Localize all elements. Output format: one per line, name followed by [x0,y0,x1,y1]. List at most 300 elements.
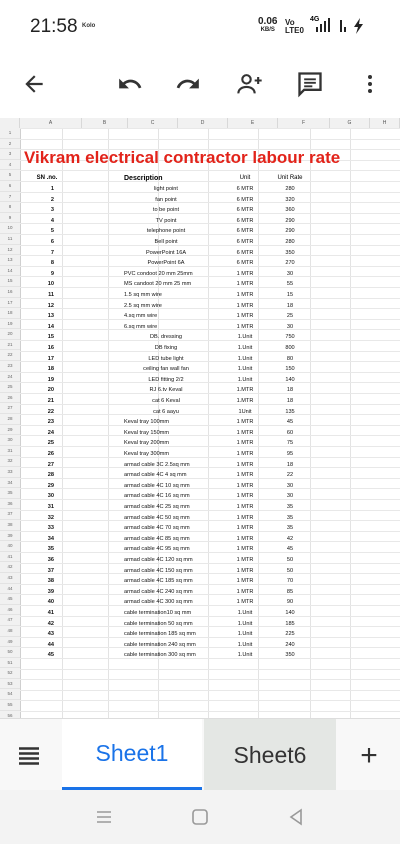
row-sn-cell[interactable]: 14 [47,323,54,330]
row-sn-cell[interactable]: 10 [47,281,54,288]
table-row [20,608,400,619]
system-nav-bar [0,790,400,844]
volte-label-2: LTE0 [285,26,304,35]
row-unit-cell[interactable]: 6 MTR [236,207,254,214]
row-sn-cell[interactable]: 29 [47,482,54,489]
row-unit-cell[interactable]: 1 MTR [236,599,254,606]
row-header[interactable]: 33 [0,467,20,478]
row-unit-cell[interactable]: 1 MTR [236,525,254,532]
row-sn-cell[interactable]: 19 [47,376,54,383]
row-header[interactable]: 32 [0,456,20,467]
row-header[interactable]: 30 [0,435,20,446]
row-rate-cell[interactable]: 280 [285,186,295,192]
clock: 21:58 [30,16,78,37]
row-description-cell[interactable]: armad cable 4C 185 sq mm [124,578,193,585]
row-sn-cell[interactable]: 1 [50,186,54,192]
col-header[interactable]: E [228,118,278,128]
row-header[interactable]: 37 [0,509,20,520]
row-sn-cell[interactable]: 22 [47,408,54,415]
row-header[interactable]: 22 [0,350,20,361]
row-sn-cell[interactable]: 15 [47,334,54,341]
row-header[interactable]: 19 [0,319,20,330]
row-rate-cell[interactable]: 30 [286,323,294,330]
row-rate-cell[interactable]: 15 [286,292,294,298]
row-description-cell[interactable]: fan point [155,196,177,203]
row-header[interactable]: 1 [0,128,20,139]
row-description-cell[interactable]: Keval tray 100mm [124,419,170,426]
tab-sheet6[interactable]: Sheet6 [204,719,336,791]
row-unit-cell[interactable]: 1.Unit [237,652,253,659]
row-rate-cell[interactable]: 290 [285,217,295,224]
col-header[interactable]: G [330,118,370,128]
row-header[interactable]: 25 [0,382,20,393]
row-description-cell[interactable]: cat 6 Keval [152,398,180,404]
header-unit-rate[interactable]: Unit Rate [277,175,303,181]
row-rate-cell[interactable]: 30 [286,493,294,500]
redo-icon[interactable] [168,64,208,104]
row-rate-cell[interactable]: 750 [285,334,295,341]
row-header[interactable]: 20 [0,329,20,340]
row-header[interactable]: 23 [0,361,20,372]
row-header[interactable]: 34 [0,478,20,489]
row-header[interactable]: 52 [0,668,20,679]
row-unit-cell[interactable]: 1.Unit [237,610,253,616]
row-description-cell[interactable]: 1.5 sq mm wire [124,292,162,298]
row-sn-cell[interactable]: 41 [47,610,54,616]
table-row [20,332,400,343]
row-description-cell[interactable]: 4.sq mm wire [124,313,158,320]
row-sn-cell[interactable]: 12 [47,302,54,309]
row-description-cell[interactable]: telephone point [146,228,186,235]
row-description-cell[interactable]: Keval tray 200mm [124,440,170,447]
row-description-cell[interactable]: RJ 6.tv Keval [149,387,183,394]
back-nav-icon[interactable] [286,807,306,827]
row-unit-cell[interactable]: 1 MTR [236,514,254,521]
row-rate-cell[interactable]: 360 [285,207,295,214]
row-sn-cell[interactable]: 28 [47,472,54,479]
table-row [20,428,400,439]
row-rate-cell[interactable]: 80 [286,355,294,362]
row-header[interactable]: 53 [0,679,20,690]
row-header[interactable]: 9 [0,213,20,224]
header-unit[interactable]: Unit [239,175,251,181]
row-rate-cell[interactable]: 50 [286,557,294,563]
tab-sheet1[interactable]: Sheet1 [62,719,202,791]
row-description-cell[interactable]: DB. dressing [149,334,183,341]
grid-line [20,128,400,129]
row-description-cell[interactable]: Keval tray 150mm [124,429,170,436]
row-description-cell[interactable]: armad cable 4C 70 sq mm [124,525,190,532]
row-sn-cell[interactable]: 34 [47,535,54,542]
row-header[interactable]: 50 [0,647,20,658]
table-row [20,513,400,524]
row-sn-cell[interactable]: 13 [47,313,54,320]
row-unit-cell[interactable]: 1.Unit [237,641,253,648]
row-rate-cell[interactable]: 45 [286,546,294,553]
row-unit-cell[interactable]: 1 MTR [236,557,254,563]
row-header[interactable]: 18 [0,308,20,319]
row-rate-cell[interactable]: 50 [286,567,294,574]
row-sn-cell[interactable]: 38 [47,578,54,585]
row-rate-cell[interactable]: 135 [285,408,295,415]
row-unit-cell[interactable]: 6 MTR [236,260,254,267]
row-header[interactable]: 28 [0,414,20,425]
row-sn-cell[interactable]: 11 [48,292,54,298]
row-unit-cell[interactable]: 1 MTR [236,588,254,595]
spreadsheet-grid[interactable] [0,118,400,718]
row-sn-cell[interactable]: 32 [47,514,54,521]
row-header[interactable]: 45 [0,594,20,605]
row-rate-cell[interactable]: 18 [286,302,294,309]
row-unit-cell[interactable]: 1 MTR [236,270,254,277]
row-header[interactable]: 36 [0,499,20,510]
row-sn-cell[interactable]: 8 [50,260,54,267]
add-sheet-button[interactable]: + [360,739,378,772]
sheet-title-cell[interactable]: Vikram electrical contractor labour rate [24,148,341,167]
table-row [20,481,400,492]
row-unit-cell[interactable]: 6 MTR [236,249,254,256]
row-header[interactable]: 41 [0,552,20,563]
row-header[interactable]: 38 [0,520,20,531]
row-rate-cell[interactable]: 140 [285,610,295,616]
row-unit-cell[interactable]: 1.Unit [237,631,253,638]
row-unit-cell[interactable]: 1.Unit [237,355,253,362]
row-rate-cell[interactable]: 270 [285,260,295,267]
row-sn-cell[interactable]: 4 [50,217,54,224]
row-description-cell[interactable]: armad cable 4C 50 sq mm [124,514,190,521]
row-rate-cell[interactable]: 55 [286,281,294,288]
row-unit-cell[interactable]: 1 MTR [236,567,254,574]
row-rate-cell[interactable]: 350 [285,652,295,659]
row-rate-cell[interactable]: 290 [285,228,295,235]
row-header[interactable]: 12 [0,245,20,256]
home-icon[interactable] [190,807,210,827]
row-rate-cell[interactable]: 280 [285,239,295,245]
row-header[interactable]: 31 [0,446,20,457]
row-unit-cell[interactable]: 1 MTR [236,292,254,298]
row-description-cell[interactable]: cable termination 50 sq mm [124,620,193,627]
row-rate-cell[interactable]: 25 [286,313,294,320]
table-row [20,470,400,481]
row-rate-cell[interactable]: 70 [286,578,294,585]
row-unit-cell[interactable]: 1.Unit [237,334,253,341]
row-header[interactable]: 46 [0,605,20,616]
row-description-cell[interactable]: LED fitting 2/2 [148,376,184,383]
row-sn-cell[interactable]: 31 [47,504,54,510]
row-unit-cell[interactable]: 1 MTR [236,440,254,447]
table-row [20,237,400,248]
row-header[interactable]: 47 [0,615,20,626]
row-sn-cell[interactable]: 33 [47,525,54,532]
row-unit-cell[interactable]: 1 MTR [236,578,254,585]
row-rate-cell[interactable]: 42 [286,535,294,542]
row-header[interactable]: 13 [0,255,20,266]
row-header[interactable]: 2 [0,139,20,150]
row-unit-cell[interactable]: 6 MTR [236,217,254,224]
row-sn-cell[interactable]: 17 [47,355,54,362]
row-rate-cell[interactable]: 225 [285,631,295,638]
row-sn-cell[interactable]: 5 [50,228,54,235]
sheets-toolbar [0,54,400,114]
row-description-cell[interactable]: armad cable 4C 240 sq mm [124,588,193,595]
row-sn-cell[interactable]: 20 [47,387,54,394]
row-description-cell[interactable]: armad cable 4C 95 sq mm [124,546,190,553]
row-header[interactable]: 16 [0,287,20,298]
row-unit-cell[interactable]: 1 MTR [236,323,254,330]
row-description-cell[interactable]: armad cable 4C 25 sq mm [124,504,190,510]
row-rate-cell[interactable]: 45 [286,419,294,426]
row-header[interactable]: 11 [0,234,20,245]
row-header[interactable]: 49 [0,637,20,648]
row-description-cell[interactable]: Keval tray 300mm [124,451,170,457]
row-header[interactable]: 15 [0,276,20,287]
table-row [20,555,400,566]
row-unit-cell[interactable]: 1 MTR [236,419,254,426]
header-description[interactable]: Description [124,175,163,182]
row-unit-cell[interactable]: 1.Unit [237,345,253,351]
col-header[interactable]: B [82,118,128,128]
row-header[interactable]: 55 [0,700,20,711]
table-row [20,354,400,365]
recents-icon[interactable] [94,807,114,827]
comment-icon[interactable] [290,64,330,104]
table-row [20,619,400,630]
table-row [20,385,400,396]
row-unit-cell[interactable]: 1 MTR [236,472,254,479]
row-description-cell[interactable]: armad cable 4C 16 sq mm [124,493,190,500]
row-header[interactable]: 10 [0,223,20,234]
row-header[interactable]: 35 [0,488,20,499]
row-unit-cell[interactable]: 1Unit [238,408,252,415]
row-unit-cell[interactable]: 1 MTR [236,482,254,489]
row-description-cell[interactable]: armad cable 4C 120 sq mm [124,557,193,563]
row-sn-cell[interactable]: 16 [47,345,54,351]
row-unit-cell[interactable]: 1.MTR [236,387,254,394]
row-description-cell[interactable]: PVC condoot 20 mm 25mm [124,270,193,277]
row-unit-cell[interactable]: 6 MTR [236,186,254,192]
table-row [20,226,400,237]
table-row [20,523,400,534]
row-description-cell[interactable]: LED tube light [148,355,184,362]
row-rate-cell[interactable]: 800 [285,345,295,351]
row-rate-cell[interactable]: 18 [286,387,294,394]
row-sn-cell[interactable]: 30 [47,493,54,500]
row-sn-cell[interactable]: 6 [50,239,54,245]
net-speed [258,17,277,35]
row-header[interactable]: 51 [0,658,20,669]
row-unit-cell[interactable]: 1 MTR [236,461,254,468]
sheet-tabs-bar [0,718,400,791]
row-sn-cell[interactable]: 18 [47,366,54,373]
row-description-cell[interactable]: cable termination 185 sq mm [124,631,196,638]
row-unit-cell[interactable]: 1 MTR [236,451,254,457]
row-unit-cell[interactable]: 1.MTR [236,398,254,404]
row-sn-cell[interactable]: 36 [47,557,54,563]
row-sn-cell[interactable]: 42 [47,620,54,627]
table-row [20,184,400,195]
row-unit-cell[interactable]: 1 MTR [236,302,254,309]
header-sn[interactable]: SN .no. [36,175,58,181]
row-rate-cell[interactable]: 140 [285,376,295,383]
row-unit-cell[interactable]: 1.Unit [237,620,253,627]
row-header[interactable]: 44 [0,584,20,595]
row-description-cell[interactable]: cable termination10 sq mm [124,610,192,616]
row-description-cell[interactable]: MS candoot 20 mm 25 mm [124,281,192,288]
row-unit-cell[interactable]: 1 MTR [236,504,254,510]
all-sheets-menu-icon[interactable] [14,741,44,771]
row-rate-cell[interactable]: 18 [286,398,294,404]
row-description-cell[interactable]: light point [154,186,178,192]
table-row [20,279,400,290]
row-sn-cell[interactable]: 9 [50,270,54,277]
row-description-cell[interactable]: 2.5 sq mm wire [124,302,162,309]
row-rate-cell[interactable]: 30 [286,482,294,489]
row-sn-cell[interactable]: 2 [50,196,54,203]
table-row [20,248,400,259]
table-row [20,449,400,460]
row-sn-cell[interactable]: 27 [47,461,54,468]
grid-line [20,139,400,140]
row-sn-cell[interactable]: 45 [47,652,54,659]
row-unit-cell[interactable]: 1.Unit [237,366,253,373]
row-description-cell[interactable]: ceiling fan wall fan [143,366,189,373]
row-sn-cell[interactable]: 3 [50,207,54,214]
row-header[interactable]: 21 [0,340,20,351]
row-rate-cell[interactable]: 350 [285,249,295,256]
table-row [20,375,400,386]
row-sn-cell[interactable]: 35 [47,546,54,553]
row-sn-cell[interactable]: 37 [47,567,54,574]
row-header[interactable]: 24 [0,372,20,383]
row-header[interactable]: 4 [0,160,20,171]
row-header[interactable]: 26 [0,393,20,404]
row-description-cell[interactable]: armad cable 4C 85 sq mm [124,535,190,542]
row-sn-cell[interactable]: 24 [47,429,54,436]
table-row [20,258,400,269]
row-header[interactable]: 42 [0,562,20,573]
row-unit-cell[interactable]: 6 MTR [236,239,254,245]
row-unit-cell[interactable]: 6 MTR [236,196,254,203]
row-unit-cell[interactable]: 1 MTR [236,493,254,500]
row-sn-cell[interactable]: 7 [50,249,54,256]
row-rate-cell[interactable]: 85 [286,588,294,595]
table-row [20,269,400,280]
row-header[interactable]: 48 [0,626,20,637]
row-sn-cell[interactable]: 40 [47,599,54,606]
col-header[interactable]: D [178,118,228,128]
row-description-cell[interactable]: cable termination 240 sq mm [124,641,196,648]
row-description-cell[interactable]: DB fixing [154,345,178,351]
row-description-cell[interactable]: cat 6 aayu [153,408,179,415]
row-sn-cell[interactable]: 39 [47,588,54,595]
row-description-cell[interactable]: armad cable 3C 2.5sq mm [124,461,190,468]
col-header[interactable]: A [20,118,82,128]
row-description-cell[interactable]: armad cable 4C 4 sq mm [124,472,187,479]
row-description-cell[interactable]: to be point [152,207,180,214]
row-rate-cell[interactable]: 95 [286,451,294,457]
row-header[interactable]: 29 [0,425,20,436]
row-rate-cell[interactable]: 60 [286,429,294,436]
row-rate-cell[interactable]: 320 [285,196,295,203]
row-rate-cell[interactable]: 150 [285,366,295,373]
row-header[interactable]: 54 [0,689,20,700]
col-header[interactable]: H [370,118,400,128]
row-description-cell[interactable]: PowerPoint 6A [147,260,185,267]
row-description-cell[interactable]: armad cable 4C 10 sq mm [124,482,190,489]
row-sn-cell[interactable]: 43 [47,631,54,638]
corner-cell[interactable] [0,118,20,128]
row-header[interactable]: 6 [0,181,20,192]
row-sn-cell[interactable]: 23 [47,419,54,426]
row-headers [0,128,21,732]
row-header[interactable]: 27 [0,403,20,414]
row-unit-cell[interactable]: 1 MTR [236,546,254,553]
row-header[interactable]: 17 [0,298,20,309]
row-description-cell[interactable]: Bell point [154,239,178,245]
row-header[interactable]: 14 [0,266,20,277]
undo-icon[interactable] [110,64,150,104]
table-row [20,534,400,545]
row-unit-cell[interactable]: 1 MTR [236,429,254,436]
back-arrow-icon[interactable] [14,64,54,104]
row-rate-cell[interactable]: 18 [286,461,294,468]
row-description-cell[interactable]: cable termination 300 sq mm [124,652,196,659]
row-sn-cell[interactable]: 26 [47,451,54,457]
row-unit-cell[interactable]: 1 MTR [236,313,254,320]
col-header[interactable]: C [128,118,178,128]
row-header[interactable]: 3 [0,149,20,160]
row-unit-cell[interactable]: 6 MTR [236,228,254,235]
row-sn-cell[interactable]: 21 [47,398,54,404]
row-unit-cell[interactable]: 1.Unit [237,376,253,383]
table-row [20,597,400,608]
row-sn-cell[interactable]: 44 [47,641,54,648]
row-rate-cell[interactable]: 22 [286,472,294,479]
row-sn-cell[interactable]: 25 [47,440,54,447]
row-unit-cell[interactable]: 1 MTR [236,535,254,542]
row-rate-cell[interactable]: 90 [286,599,294,606]
row-rate-cell[interactable]: 75 [286,440,294,447]
row-header[interactable]: 43 [0,573,20,584]
row-rate-cell[interactable]: 35 [286,525,294,532]
row-header[interactable]: 39 [0,531,20,542]
row-rate-cell[interactable]: 185 [285,620,295,627]
row-description-cell[interactable]: 6.sq mm wire [124,323,158,330]
row-rate-cell[interactable]: 240 [285,641,295,648]
row-description-cell[interactable]: PowerPoint 16A [145,249,187,256]
row-unit-cell[interactable]: 1 MTR [236,281,254,288]
add-person-icon[interactable] [230,64,270,104]
col-header[interactable]: F [278,118,330,128]
table-row [20,438,400,449]
table-row [20,491,400,502]
row-header[interactable]: 5 [0,170,20,181]
row-rate-cell[interactable]: 35 [286,504,294,510]
more-icon[interactable] [350,64,390,104]
row-rate-cell[interactable]: 35 [286,514,294,521]
row-header[interactable]: 7 [0,192,20,203]
grid-line [20,700,400,701]
row-description-cell[interactable]: armad cable 4C 300 sq mm [124,599,193,606]
row-rate-cell[interactable]: 30 [286,270,294,277]
table-row [20,407,400,418]
volte-indicator [285,19,304,35]
row-header[interactable]: 40 [0,541,20,552]
row-header[interactable]: 56 [0,711,20,722]
row-description-cell[interactable]: armad cable 4C 150 sq mm [124,567,193,574]
row-description-cell[interactable]: TV point [155,217,177,224]
row-header[interactable]: 8 [0,202,20,213]
